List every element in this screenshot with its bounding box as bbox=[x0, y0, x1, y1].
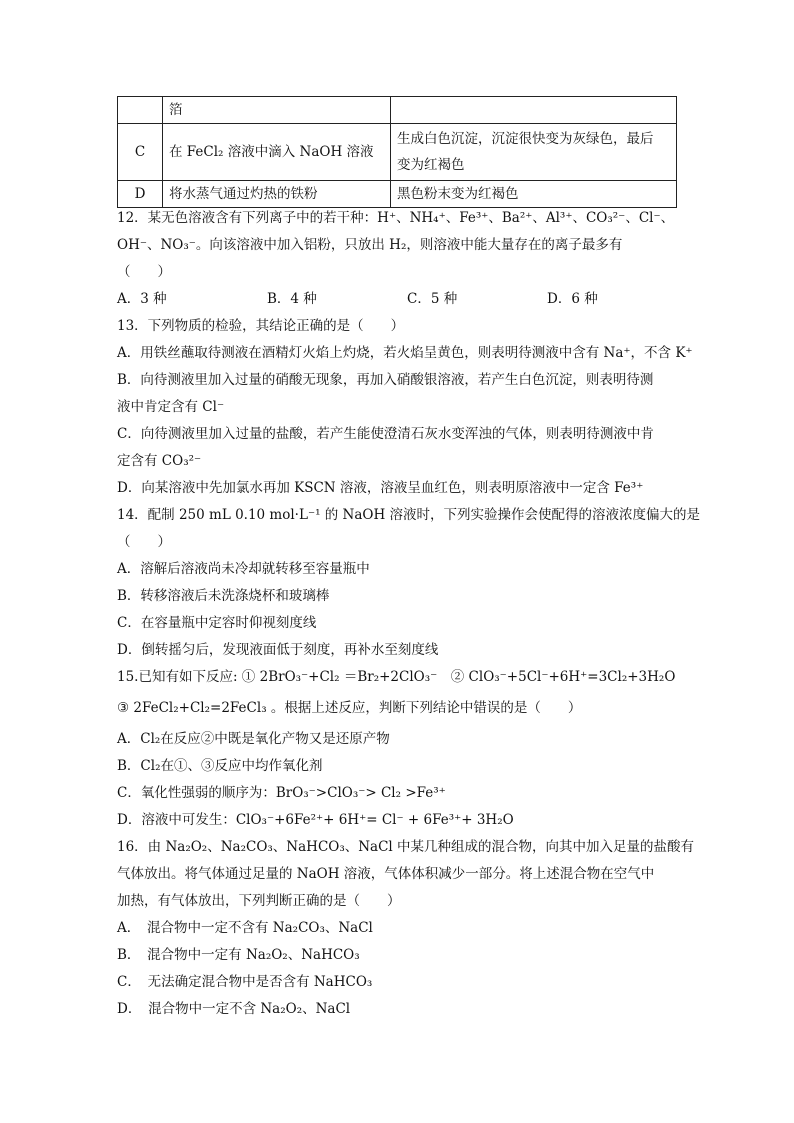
q12-stem-cont: OH⁻、NO₃⁻。向该溶液中加入铝粉，只放出 H₂，则溶液中能大量存在的离子最多有 bbox=[117, 237, 623, 253]
option-b: B．4 种 bbox=[267, 291, 317, 307]
experiment-table bbox=[117, 96, 677, 208]
q16-option-d: D． 混合物中一定不含 Na₂O₂、NaCl bbox=[117, 1001, 351, 1017]
q13-option-b: B．向待测液里加入过量的硝酸无现象，再加入硝酸银溶液，若产生白色沉淀，则表明待测 bbox=[117, 372, 654, 388]
q13-option-b-cont: 液中肯定含有 Cl⁻ bbox=[117, 399, 225, 415]
q13-option-c-cont: 定含有 CO₃²⁻ bbox=[117, 453, 202, 469]
table-row bbox=[118, 97, 677, 124]
row-label: C bbox=[118, 124, 163, 181]
operation-cell: 在 FeCl₂ 溶液中滴入 NaOH 溶液 bbox=[163, 124, 391, 181]
q14-option-b: B．转移溶液后未洗涤烧杯和玻璃棒 bbox=[117, 588, 330, 604]
phenomenon-cell bbox=[391, 97, 677, 124]
q12-options bbox=[117, 289, 683, 309]
q15-option-c: C．氧化性强弱的顺序为：BrO₃⁻>ClO₃⁻> Cl₂ >Fe³⁺ bbox=[117, 785, 446, 801]
q16-option-b: B． 混合物中一定有 Na₂O₂、NaHCO₃ bbox=[117, 947, 360, 963]
phenomenon-line: 生成白色沉淀，沉淀很快变为灰绿色，最后 bbox=[397, 131, 654, 147]
option-a: A．3 种 bbox=[117, 291, 167, 307]
q15-stem: 15.已知有如下反应: ① 2BrO₃⁻+Cl₂ ＝Br₂+2ClO₃⁻ ② ClO₃⁻+5Cl⁻+6H⁺=3Cl₂+3H₂O bbox=[117, 669, 676, 685]
phenomenon-line: 变为红褐色 bbox=[397, 157, 465, 173]
option-d: D．6 种 bbox=[547, 291, 598, 307]
operation-cell: 箔 bbox=[163, 97, 391, 124]
q15-option-d: D．溶液中可发生：ClO₃⁻+6Fe²⁺+ 6H⁺= Cl⁻ + 6Fe³⁺+ 3H₂O bbox=[117, 812, 514, 828]
phenomenon-cell bbox=[391, 124, 677, 181]
q14-blank: （ ） bbox=[117, 534, 171, 550]
q15-option-b: B．Cl₂在①、③反应中均作氧化剂 bbox=[117, 758, 323, 774]
option-c: C．5 种 bbox=[407, 291, 458, 307]
q16-stem: 16．由 Na₂O₂、Na₂CO₃、NaHCO₃、NaCl 中某几种组成的混合物，向其中加入足量的盐酸有 bbox=[117, 839, 695, 855]
q12-stem: 12．某无色溶液含有下列离子中的若干种：H⁺、NH₄⁺、Fe³⁺、Ba²⁺、Al³⁺、CO₃²⁻、Cl⁻、 bbox=[117, 210, 675, 226]
row-label bbox=[118, 97, 163, 124]
q16-stem-cont: 加热，有气体放出，下列判断正确的是（ ） bbox=[117, 893, 401, 909]
q13-option-d: D．向某溶液中先加氯水再加 KSCN 溶液，溶液呈血红色，则表明原溶液中一定含 Fe³⁺ bbox=[117, 480, 644, 496]
q14-option-d: D．倒转摇匀后，发现液面低于刻度，再补水至刻度线 bbox=[117, 642, 439, 658]
q13-stem: 13．下列物质的检验，其结论正确的是（ ） bbox=[117, 318, 405, 334]
q16-option-a: A． 混合物中一定不含有 Na₂CO₃、NaCl bbox=[117, 920, 373, 936]
q14-option-c: C．在容量瓶中定容时仰视刻度线 bbox=[117, 615, 317, 631]
q14-stem: 14．配制 250 mL 0.10 mol·L⁻¹ 的 NaOH 溶液时，下列实验操作会使配得的溶液浓度偏大的是 bbox=[117, 507, 701, 523]
q12-blank: （ ） bbox=[117, 264, 171, 280]
table-row bbox=[118, 181, 677, 208]
q16-option-c: C． 无法确定混合物中是否含有 NaHCO₃ bbox=[117, 974, 373, 990]
q14-option-a: A．溶解后溶液尚未冷却就转移至容量瓶中 bbox=[117, 561, 370, 577]
operation-cell: 将水蒸气通过灼热的铁粉 bbox=[163, 181, 391, 208]
row-label: D bbox=[118, 181, 163, 208]
q16-stem-cont: 气体放出。将气体通过足量的 NaOH 溶液，气体体积减少一部分。将上述混合物在空气中 bbox=[117, 866, 655, 882]
q15-option-a: A．Cl₂在反应②中既是氧化产物又是还原产物 bbox=[117, 731, 390, 747]
q13-option-c: C．向待测液里加入过量的盐酸，若产生能使澄清石灰水变浑浊的气体，则表明待测液中肯 bbox=[117, 426, 654, 442]
q13-option-a: A．用铁丝蘸取待测液在酒精灯火焰上灼烧，若火焰呈黄色，则表明待测液中含有 Na⁺，不含 K⁺ bbox=[117, 345, 693, 361]
phenomenon-cell: 黑色粉末变为红褐色 bbox=[391, 181, 677, 208]
table-row bbox=[118, 124, 677, 181]
q15-stem-cont: ③ 2FeCl₂+Cl₂=2FeCl₃ 。根据上述反应，判断下列结论中错误的是（ ） bbox=[117, 700, 582, 716]
